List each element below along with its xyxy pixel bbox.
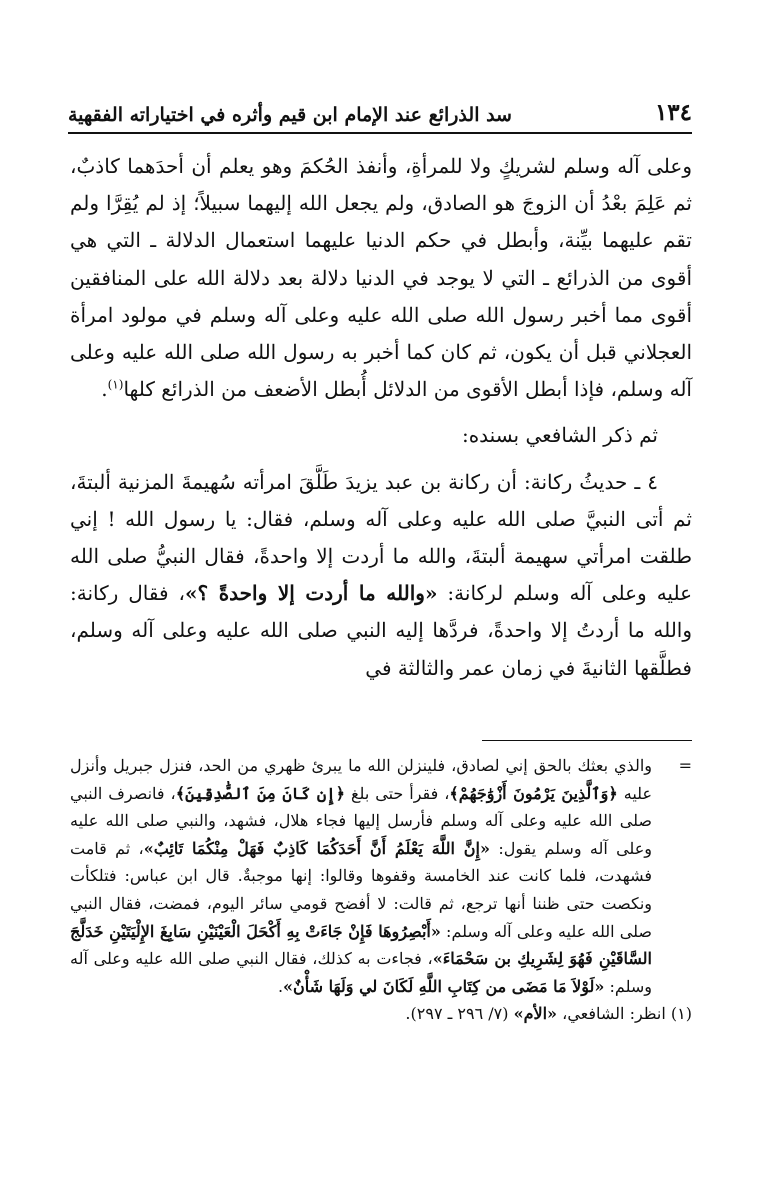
continuation-mark: = (678, 756, 692, 775)
quran-quote: ﴿وَٱلَّذِينَ يَرْمُونَ أَزْوَٰجَهُمْ﴾ (449, 783, 618, 803)
running-title: سد الذرائع عند الإمام ابن قيم وأثره في اختياراته الفقهية (68, 104, 512, 126)
footnote-text: ، ثم قامت فشهدت، فلما كانت عند الخامسة وقفوها وقالوا: إنها موجبةٌ. قال ابن عباس: فتلكأت ونكصت حتى ظننا أنها ترجع، ثم قالت: لا أفضح قومي سائر اليوم، فمضت، فقال النبي صلى الله عليه وعلى آله وسلم: (70, 838, 653, 941)
paragraph-3-text-a: ٤ ـ حديثُ ركانة: أن ركانة بن عبد يزيدَ طَلَّقَ امرأته سُهيمةَ المزنية ألبتةَ، ثم أتى النبيَّ صلى الله عليه وعلى آله وسلم، فقال: يا رسول الله ! إني طلقت امرأتي سهيمة ألبتةَ، والله ما أردت إلا واحدةً، فقال النبيُّ صلى الله عليه وعلى آله وسلم لركانة: (70, 469, 693, 606)
footnote-separator (482, 740, 692, 741)
hadith-quote: «والله ما أردت إلا واحدةً ؟» (185, 581, 438, 606)
book-title: «الأم» (513, 1004, 558, 1024)
footnote-text: والذي بعثك بالحق إني لصادق، فلينزلن الله ما يبرئ ظهري من الحد، فنزل جبريل وأنزل عليه (70, 756, 652, 803)
footnote-text: ، فجاءت به كذلك، فقال النبي صلى الله عليه وعلى آله وسلم: (70, 949, 652, 996)
footnote-number: (١) (670, 1004, 692, 1024)
paragraph-1-text: وعلى آله وسلم لشريكٍ ولا للمرأةِ، وأنفذ الحُكمَ وهو يعلم أن أحدَهما كاذبٌ، ثم عَلِمَ بعْدُ أن الزوجَ هو الصادق، ولم يجعل الله إليهما سبيلاً؛ إذ لم يُقِرَّا ولم تقم عليهما بيِّنة، وأبطل في حكم الدنيا عليهما استعمال الدلالة ـ التي هي أقوى من الذرائع ـ التي لا يوجد في الدنيا دلالة بعد دلالة الله على المنافقين أقوى مما أخبر رسول الله صلى الله عليه وعلى آله وسلم في مولود امرأة العجلاني قبل أن يكون، ثم كان كما أخبر به رسول الله صلى الله عليه وعلى آله وسلم، فإذا أبطل الأقوى من الدلائل أُبطل الأضعف من الذرائع كلها (70, 154, 692, 402)
paragraph-1-end: . (101, 377, 108, 402)
footnotes (70, 752, 692, 1028)
footnote-text: انظر: الشافعي، (557, 1004, 671, 1024)
footnote-text: ، فانصرف النبي صلى الله عليه وعلى آله وسلم فأرسل إليها فجاء هلال، فشهد، والنبي صلى الله عليه وعلى آله وسلم يقول: (70, 783, 652, 858)
hadith-quote: «إِنَّ اللَّهَ يَعْلَمُ أَنَّ أَحَدَكُمَا كَاذِبٌ فَهَلْ مِنْكُمَا تَائِبٌ» (143, 838, 490, 858)
footnote-1 (70, 1000, 692, 1028)
page-number: ١٣٤ (654, 99, 692, 126)
paragraph-3-text-b: ، فقال ركانة: والله ما أردتُ إلا واحدةً، فردَّها إليه النبي صلى الله عليه وعلى آله وسلم، فطلَّقها الثانيةَ في زمان عمر والثالثة في (70, 581, 692, 680)
hadith-quote: «أَبْصِرُوهَا فَإِنْ جَاءَتْ بِهِ أَكْحَلَ الْعَيْنَيْنِ سَابِغَ الإِلْيَتَيْنِ خَدَلَّجَ السَّاقَيْنِ فَهُوَ لِشَرِيكِ بن سَحْمَاءَ» (70, 921, 653, 969)
footnote-ref-1[interactable]: (١) (107, 377, 124, 392)
footnote-text: . (277, 976, 284, 996)
footnote-text: ، فقرأ حتى بلغ (345, 783, 450, 803)
paragraph-3 (70, 464, 692, 687)
running-header (68, 100, 692, 134)
quran-quote: ﴿إِن كَانَ مِنَ ٱلصَّٰدِقِينَ﴾ (175, 783, 346, 803)
footnote-location: (٧/ ٢٩٦ ـ ٢٩٧). (405, 1004, 514, 1024)
hadith-quote: «لَوْلاَ مَا مَضَى من كِتَابِ اللَّهِ لَكَانَ لي وَلَهَا شَأْنٌ» (283, 976, 605, 996)
main-text (70, 148, 692, 687)
paragraph-1 (70, 148, 692, 408)
footnote-continuation (70, 752, 692, 1000)
paragraph-2: ثم ذكر الشافعي بسنده: (461, 423, 658, 448)
